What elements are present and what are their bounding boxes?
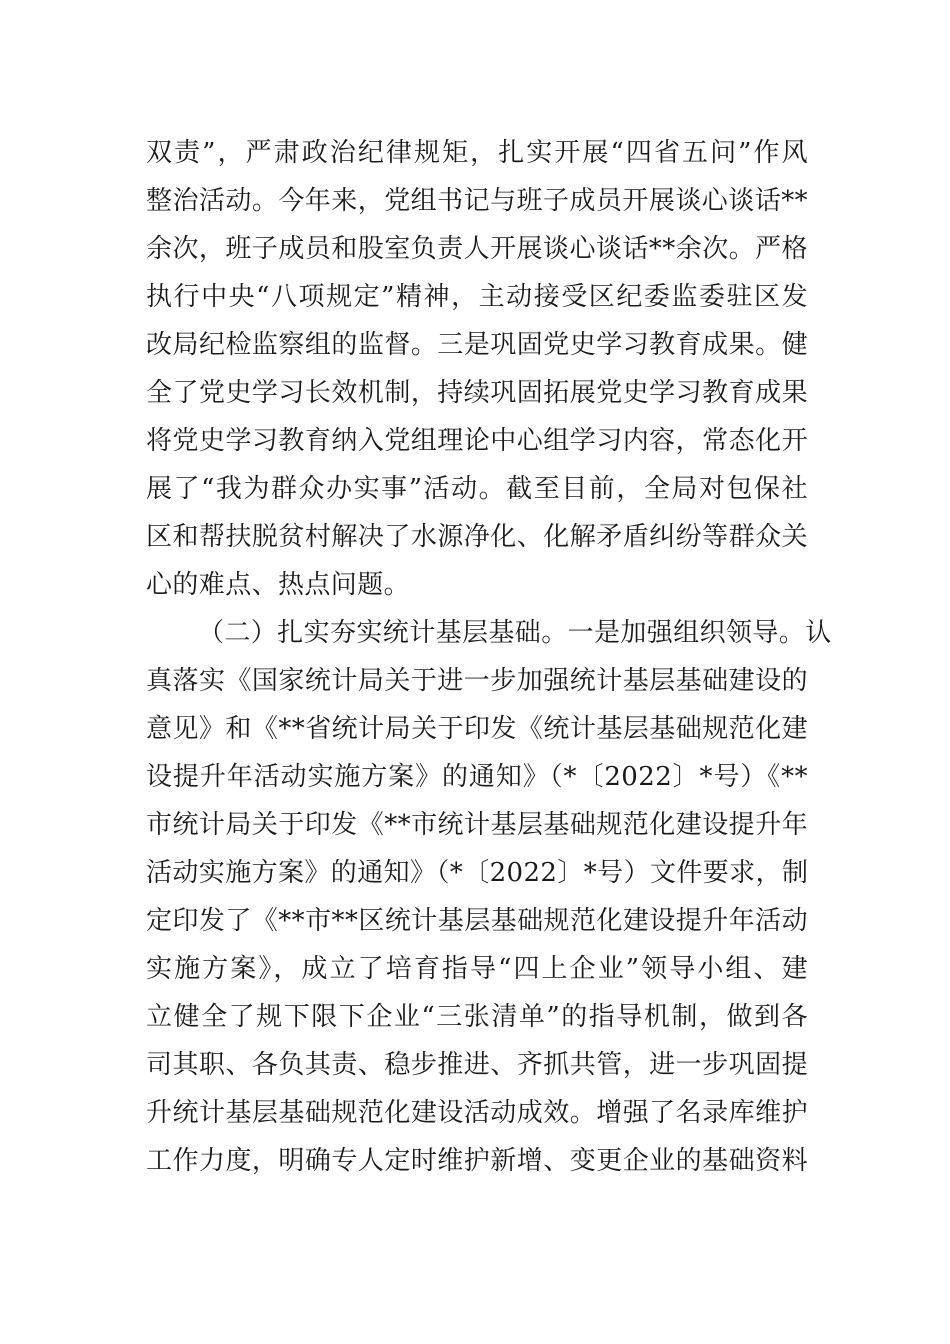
text-line-9: 区和帮扶脱贫村解决了水源净化、化解矛盾纠纷等群众关	[146, 522, 808, 552]
text-line-19: 立健全了规下限下企业“三张清单”的指导机制，做到各	[146, 1002, 808, 1032]
text-line-18: 实施方案》，成立了培育指导“四上企业”领导小组、建	[146, 954, 808, 984]
text-line-12: 真落实《国家统计局关于进一步加强统计基层基础建设的	[146, 666, 808, 696]
text-line-21: 升统计基层基础规范化建设活动成效。增强了名录库维护	[146, 1098, 808, 1128]
text-line-2: 整治活动。今年来，党组书记与班子成员开展谈心谈话**	[146, 186, 808, 216]
text-line-17: 定印发了《**市**区统计基层基础规范化建设提升年活动	[146, 906, 808, 936]
text-line-8: 展了“我为群众办实事”活动。截至目前，全局对包保社	[146, 474, 808, 504]
text-line-5: 改局纪检监察组的监督。三是巩固党史学习教育成果。健	[146, 330, 808, 360]
section-heading-line: （二）扎实夯实统计基层基础。一是加强组织领导。认	[198, 618, 832, 648]
text-line-20: 司其职、各负其责、稳步推进、齐抓共管，进一步巩固提	[146, 1050, 808, 1080]
text-line-4: 执行中央“八项规定”精神，主动接受区纪委监委驻区发	[146, 282, 808, 312]
text-line-6: 全了党史学习长效机制，持续巩固拓展党史学习教育成果	[146, 378, 808, 408]
text-line-16: 活动实施方案》的通知》（*〔2022〕*号）文件要求，制	[146, 858, 809, 888]
text-line-14: 设提升年活动实施方案》的通知》（*〔2022〕*号）《**	[146, 762, 808, 792]
text-line-22: 工作力度，明确专人定时维护新增、变更企业的基础资料	[146, 1146, 808, 1176]
text-line-15: 市统计局关于印发《**市统计基层基础规范化建设提升年	[146, 810, 808, 840]
text-line-3: 余次，班子成员和股室负责人开展谈心谈话**余次。严格	[146, 234, 808, 264]
text-line-13: 意见》和《**省统计局关于印发《统计基层基础规范化建	[146, 714, 808, 744]
text-line-1: 双责”，严肃政治纪律规矩，扎实开展“四省五问”作风	[146, 138, 808, 168]
text-line-7: 将党史学习教育纳入党组理论中心组学习内容，常态化开	[146, 426, 808, 456]
text-line-10: 心的难点、热点问题。	[146, 570, 411, 600]
